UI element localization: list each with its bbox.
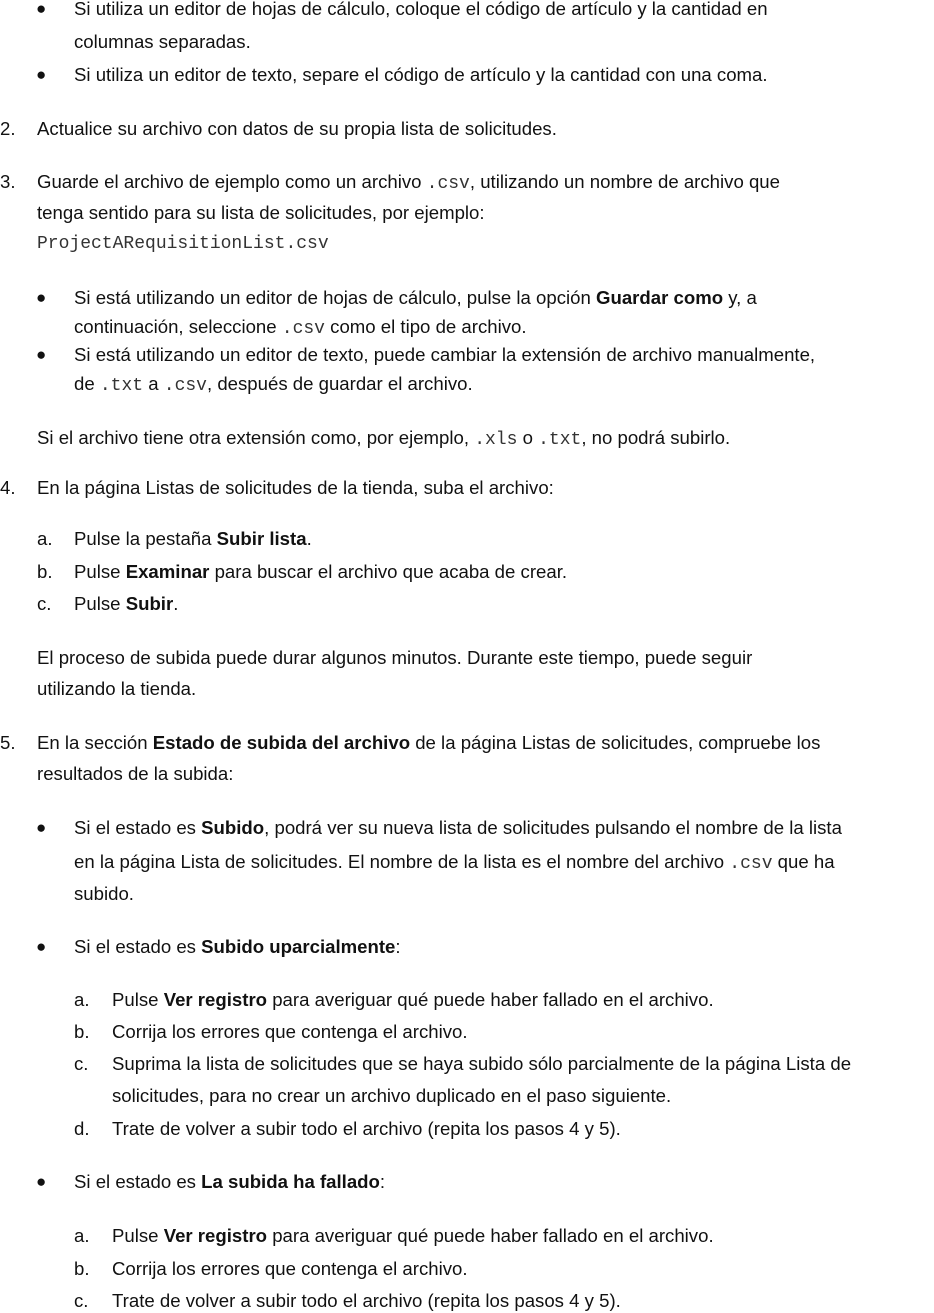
text-fragment: Si el estado es — [74, 1171, 202, 1192]
code-text: .txt — [99, 376, 144, 396]
note-text: El proceso de subida puede durar algunos minutos. Durante este tiempo, puede seguir — [37, 647, 753, 668]
text-fragment: para averiguar qué puede haber fallado en el archivo. — [267, 989, 714, 1010]
bullet-text: columnas separadas. — [74, 31, 251, 52]
bullet-icon: ● — [36, 345, 47, 364]
bold-text: Subido — [201, 817, 265, 838]
bullet-text — [74, 372, 473, 398]
step-number: 3. — [0, 171, 16, 192]
code-text: .csv — [426, 174, 470, 194]
note-text: utilizando la tienda. — [37, 678, 197, 699]
substep-text — [112, 988, 714, 1012]
text-fragment: de — [74, 373, 100, 394]
substep-text: Suprima la lista de solicitudes que se haya subido sólo parcialmente de la página Lista de — [112, 1053, 852, 1074]
substep-text — [74, 527, 312, 551]
step-text: Actualice su archivo con datos de su propia lista de solicitudes. — [37, 118, 557, 139]
bullet-text — [74, 816, 842, 840]
text-fragment: y, a — [723, 287, 757, 308]
substep-letter: c. — [74, 1053, 89, 1074]
text-fragment: . — [306, 528, 312, 549]
text-fragment: Guarde el archivo de ejemplo como un archivo — [37, 171, 427, 192]
code-text: ProjectARequisitionList.csv — [37, 234, 329, 254]
code-text: .csv — [281, 319, 325, 339]
text-fragment: , utilizando un nombre de archivo que — [469, 171, 780, 192]
substep-text: Trate de volver a subir todo el archivo (repita los pasos 4 y 5). — [112, 1290, 621, 1311]
text-fragment: que ha — [772, 851, 835, 872]
substep-letter: d. — [74, 1118, 90, 1139]
substep-text — [74, 560, 567, 584]
text-fragment: para buscar el archivo que acaba de crear. — [209, 561, 568, 582]
substep-text: Corrija los errores que contenga el archivo. — [112, 1258, 468, 1279]
code-text: .txt — [538, 430, 582, 450]
substep-letter: a. — [74, 1225, 90, 1246]
bold-text: Ver registro — [163, 989, 268, 1010]
bold-text: Subir lista — [216, 528, 307, 549]
text-fragment: : — [395, 936, 401, 957]
note-text — [37, 426, 730, 452]
bullet-icon: ● — [36, 818, 47, 837]
text-fragment: En la sección — [37, 732, 153, 753]
text-fragment: Si el archivo tiene otra extensión como, por ejemplo, — [37, 427, 475, 448]
text-fragment: en la página Lista de solicitudes. El nombre de la lista es el nombre del archivo — [74, 851, 730, 872]
substep-letter: b. — [74, 1258, 90, 1279]
text-fragment: de la página Listas de solicitudes, compruebe los — [410, 732, 821, 753]
text-fragment: Pulse — [112, 1225, 164, 1246]
bullet-text: Si utiliza un editor de texto, separe el código de artículo y la cantidad con una coma. — [74, 64, 768, 85]
bullet-text: Si está utilizando un editor de texto, puede cambiar la extensión de archivo manualmente, — [74, 344, 816, 365]
bullet-icon: ● — [36, 1172, 47, 1191]
substep-letter: a. — [74, 989, 90, 1010]
code-text: .csv — [163, 376, 207, 396]
step-text: resultados de la subida: — [37, 763, 234, 784]
text-fragment: : — [379, 1171, 386, 1192]
substep-text — [74, 592, 178, 616]
bold-text: Estado de subida del archivo — [152, 732, 411, 753]
text-fragment: para averiguar qué puede haber fallado en el archivo. — [267, 1225, 714, 1246]
substep-text: Corrija los errores que contenga el archivo. — [112, 1021, 468, 1042]
code-text: .xls — [474, 430, 518, 450]
substep-letter: a. — [37, 528, 53, 549]
substep-letter: c. — [37, 593, 52, 614]
substep-letter: b. — [74, 1021, 90, 1042]
text-fragment: Si está utilizando un editor de hojas de cálculo, pulse la opción — [74, 287, 596, 308]
bold-text: Examinar — [125, 561, 210, 582]
bullet-text — [74, 850, 835, 876]
text-fragment: . — [173, 593, 179, 614]
text-fragment: Pulse — [74, 561, 126, 582]
step-number: 4. — [0, 477, 16, 498]
bullet-text: subido. — [74, 883, 134, 904]
bullet-icon: ● — [36, 937, 47, 956]
substep-letter: b. — [37, 561, 53, 582]
text-fragment: a — [143, 373, 164, 394]
bullet-icon: ● — [36, 65, 47, 84]
bold-text: La subida ha fallado — [201, 1171, 380, 1192]
bullet-text — [74, 1170, 385, 1194]
bullet-text — [74, 935, 401, 959]
bold-text: Subir — [125, 593, 174, 614]
bold-text: Subido uparcialmente — [201, 936, 396, 957]
text-fragment: continuación, seleccione — [74, 316, 282, 337]
text-fragment: , después de guardar el archivo. — [206, 373, 473, 394]
step-text: En la página Listas de solicitudes de la tienda, suba el archivo: — [37, 477, 554, 498]
step-number: 5. — [0, 732, 16, 753]
bullet-text: Si utiliza un editor de hojas de cálculo, coloque el código de artículo y la cantidad en — [74, 0, 768, 19]
substep-text: solicitudes, para no crear un archivo duplicado en el paso siguiente. — [112, 1085, 672, 1106]
bullet-icon: ● — [36, 0, 47, 18]
substep-text — [112, 1224, 714, 1248]
text-fragment: Si el estado es — [74, 936, 202, 957]
text-fragment: o — [517, 427, 539, 448]
text-fragment: Pulse la pestaña — [74, 528, 217, 549]
text-fragment: Pulse — [112, 989, 164, 1010]
bullet-text — [74, 315, 527, 341]
step-text — [37, 170, 780, 196]
text-fragment: Pulse — [74, 593, 126, 614]
text-fragment: Si el estado es — [74, 817, 202, 838]
bold-text: Guardar como — [596, 287, 724, 308]
text-fragment: , no podrá subirlo. — [581, 427, 731, 448]
bold-text: Ver registro — [163, 1225, 268, 1246]
text-fragment: , podrá ver su nueva lista de solicitudes pulsando el nombre de la lista — [264, 817, 842, 838]
bullet-text — [74, 286, 757, 310]
step-number: 2. — [0, 118, 16, 139]
step-text: tenga sentido para su lista de solicitudes, por ejemplo: — [37, 202, 485, 223]
substep-letter: c. — [74, 1290, 89, 1311]
bullet-icon: ● — [36, 288, 47, 307]
text-fragment: como el tipo de archivo. — [324, 316, 527, 337]
substep-text: Trate de volver a subir todo el archivo (repita los pasos 4 y 5). — [112, 1118, 621, 1139]
step-text — [37, 731, 820, 755]
code-text: .csv — [729, 854, 773, 874]
